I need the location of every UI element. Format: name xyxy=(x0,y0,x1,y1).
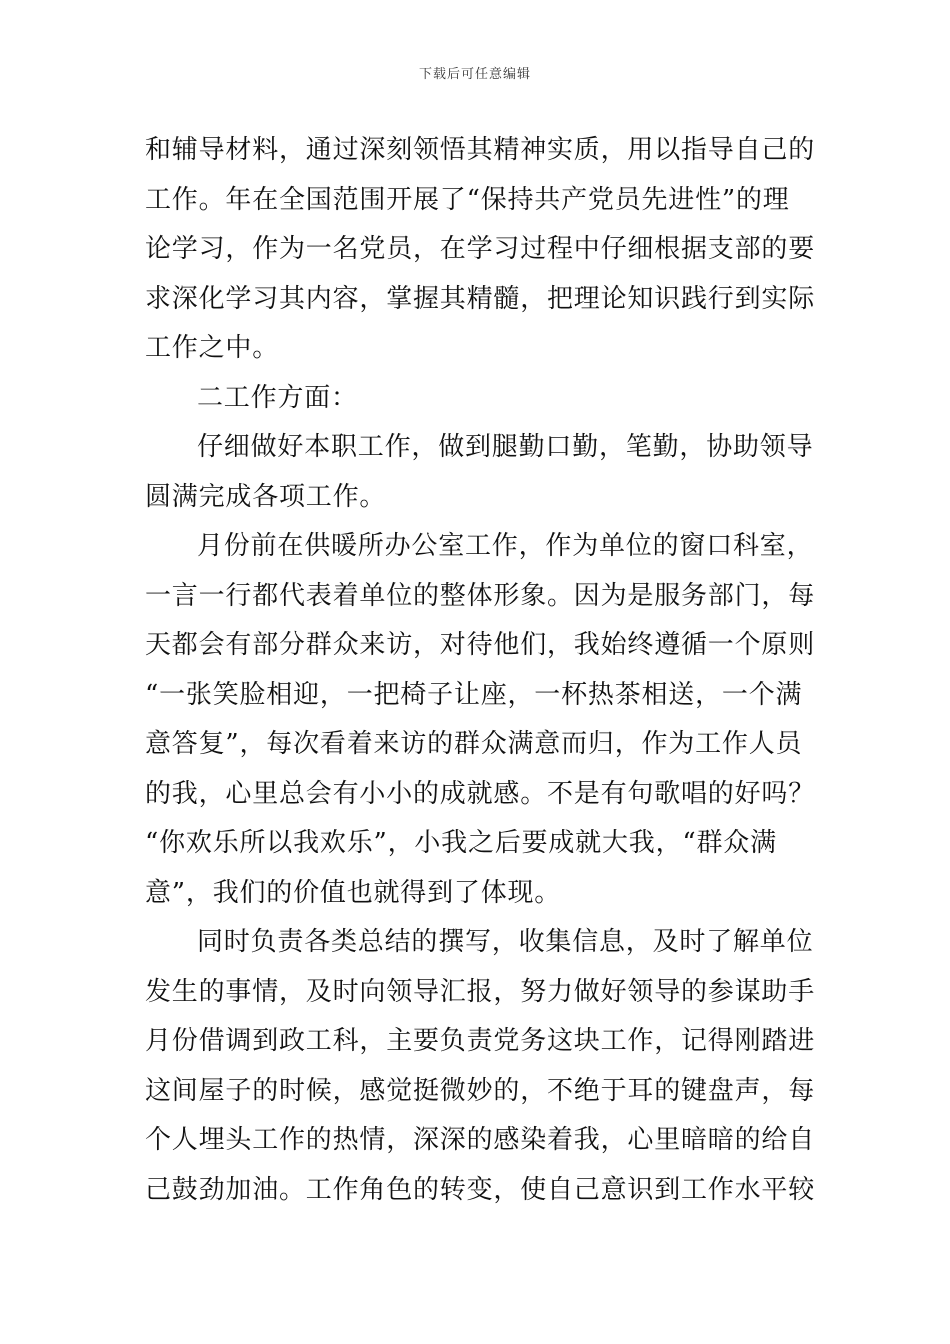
text-line: 圆满完成各项工作。 xyxy=(145,481,387,512)
text-line: 己鼓劲加油。工作角色的转变，使自己意识到工作水平较 xyxy=(145,1174,816,1205)
text-line: 月份借调到政工科，主要负责党务这块工作，记得刚踏进 xyxy=(145,1026,816,1056)
text-line: 工作。年在全国范围开展了“保持共产党员先进性”的理 xyxy=(145,184,790,215)
text-line: 意”，我们的价值也就得到了体现。 xyxy=(145,877,562,908)
text-line: 天都会有部分群众来访，对待他们，我始终遵循一个原则 xyxy=(145,630,816,660)
text-line: “你欢乐所以我欢乐”，小我之后要成就大我，“群众满 xyxy=(145,828,777,858)
text-line: 发生的事情，及时向领导汇报，努力做好领导的参谋助手 xyxy=(145,976,816,1007)
text-line: 意答复”，每次看着来访的群众满意而归，作为工作人员 xyxy=(145,729,803,759)
text-line: 论学习，作为一名党员，在学习过程中仔细根据支部的要 xyxy=(145,234,816,264)
section-heading: 二工作方面： xyxy=(197,382,358,413)
text-line: 个人埋头工作的热情，深深的感染着我，心里暗暗的给自 xyxy=(145,1125,816,1155)
text-line: 这间屋子的时候，感觉挺微妙的，不绝于耳的键盘声，每 xyxy=(145,1075,816,1106)
text-line: 一言一行都代表着单位的整体形象。因为是服务部门，每 xyxy=(145,580,816,611)
text-line: 的我，心里总会有小小的成就感。不是有句歌唱的好吗？ xyxy=(145,778,816,809)
text-line: 求深化学习其内容，掌握其精髓，把理论知识践行到实际 xyxy=(145,283,816,314)
text-line: “一张笑脸相迎，一把椅子让座，一杯热茶相送，一个满 xyxy=(145,679,803,710)
text-line: 同时负责各类总结的撰写，收集信息，及时了解单位 xyxy=(197,927,814,957)
document-body xyxy=(145,126,816,1215)
download-note: 下载后可任意编辑 xyxy=(418,67,531,82)
text-line: 和辅导材料，通过深刻领悟其精神实质，用以指导自己的 xyxy=(145,135,816,165)
text-line: 工作之中。 xyxy=(145,333,280,363)
text-line: 仔细做好本职工作，做到腿勤口勤，笔勤，协助领导 xyxy=(197,432,814,462)
text-line: 月份前在供暖所办公室工作，作为单位的窗口科室， xyxy=(197,531,814,561)
